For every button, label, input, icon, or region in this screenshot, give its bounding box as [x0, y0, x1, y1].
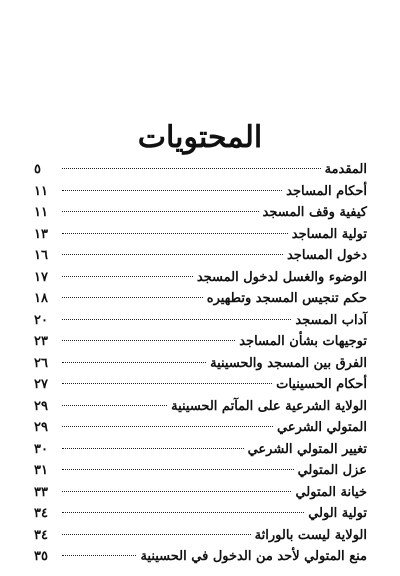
dot-leader [62, 276, 193, 277]
dot-leader [62, 233, 288, 234]
toc-entry [34, 503, 367, 525]
toc-entry-label: أحكام الحسينيات [276, 377, 367, 392]
toc-entry [34, 202, 367, 224]
dot-leader [62, 555, 136, 556]
toc-entry-page-number: ٣٥ [34, 549, 48, 564]
toc-entry-label: خيانة المتولي [295, 484, 367, 500]
dot-leader [62, 534, 251, 535]
dot-leader [62, 448, 244, 449]
dot-leader [62, 362, 206, 363]
toc-entry-label: الولاية ليست بالوراثة [254, 527, 367, 543]
toc-entry-page-number: ١٨ [34, 291, 48, 306]
toc-entry [34, 546, 367, 568]
toc-entry-page-number: ٢٩ [34, 420, 48, 435]
toc-entry-page-number: ٣٤ [34, 527, 48, 543]
dot-leader [62, 254, 283, 255]
toc-entry-label: الوضوء والغسل لدخول المسجد [196, 269, 367, 285]
toc-entry-page-number: ١٧ [34, 269, 48, 285]
dot-leader [62, 211, 259, 212]
toc-entry-page-number: ٥ [34, 162, 41, 177]
toc-entry-label: المتولي الشرعي [277, 420, 367, 435]
toc-entry [34, 245, 367, 267]
toc-entry [34, 331, 367, 353]
toc-entry-label: حكم تنجيس المسجد وتطهيره [206, 291, 367, 306]
toc-entry-label: تغيير المتولي الشرعي [247, 441, 367, 457]
dot-leader [62, 297, 203, 298]
toc-entry [34, 374, 367, 396]
toc-entry [34, 181, 367, 203]
dot-leader [62, 383, 272, 384]
toc-entry [34, 159, 367, 181]
toc-entry-page-number: ٢٧ [34, 377, 48, 392]
toc-entry-label: كيفية وقف المسجد [262, 205, 367, 220]
toc-entry [34, 396, 367, 418]
toc-entry [34, 310, 367, 332]
toc-entry [34, 288, 367, 310]
dot-leader [62, 340, 235, 341]
toc-entry-label: توجيهات بشأن المساجد [239, 334, 367, 349]
toc-entry-label: الولاية الشرعية على المآتم الحسينية [171, 398, 367, 414]
toc-entry [34, 525, 367, 547]
toc-entry-page-number: ١١ [34, 183, 48, 199]
toc-entry-page-number: ٣١ [34, 463, 48, 478]
toc-entry [34, 460, 367, 482]
toc-entry-label: الفرق بين المسجد والحسينية [210, 355, 367, 371]
dot-leader [62, 426, 273, 427]
dot-leader [62, 491, 291, 492]
toc-entry-label: عزل المتولي [297, 463, 367, 478]
toc-entry [34, 267, 367, 289]
toc-entry [34, 224, 367, 246]
toc-entry-label: أحكام المساجد [286, 183, 367, 199]
toc-entry [34, 417, 367, 439]
dot-leader [62, 469, 294, 470]
toc-entry [34, 439, 367, 461]
toc-entry-label: منع المتولي لأحد من الدخول في الحسينية [140, 549, 367, 564]
page-title: المحتويات [137, 120, 263, 155]
dot-leader [62, 190, 282, 191]
toc-entry-page-number: ٣٠ [34, 441, 48, 457]
dot-leader [62, 319, 291, 320]
toc-entry-label: تولية الولي [308, 506, 367, 521]
toc-entry-page-number: ٢٣ [34, 334, 48, 349]
toc-entry-label: دخول المساجد [286, 248, 367, 263]
toc-entry-label: المقدمة [324, 162, 367, 177]
toc-entry-page-number: ١٣ [34, 226, 48, 242]
toc-entry-label: تولية المساجد [291, 226, 367, 242]
toc-entry-page-number: ٣٣ [34, 484, 48, 500]
toc-entry-page-number: ٢٩ [34, 398, 48, 414]
table-of-contents [34, 159, 367, 568]
dot-leader [62, 512, 304, 513]
toc-entry-page-number: ٣٤ [34, 506, 48, 521]
dot-leader [62, 405, 167, 406]
toc-entry [34, 482, 367, 504]
toc-entry [34, 353, 367, 375]
toc-entry-label: آداب المسجد [295, 312, 367, 328]
toc-entry-page-number: ١٦ [34, 248, 48, 263]
toc-entry-page-number: ٢٠ [34, 312, 48, 328]
toc-entry-page-number: ٢٦ [34, 355, 48, 371]
dot-leader [62, 168, 321, 169]
toc-entry-page-number: ١١ [34, 205, 48, 220]
